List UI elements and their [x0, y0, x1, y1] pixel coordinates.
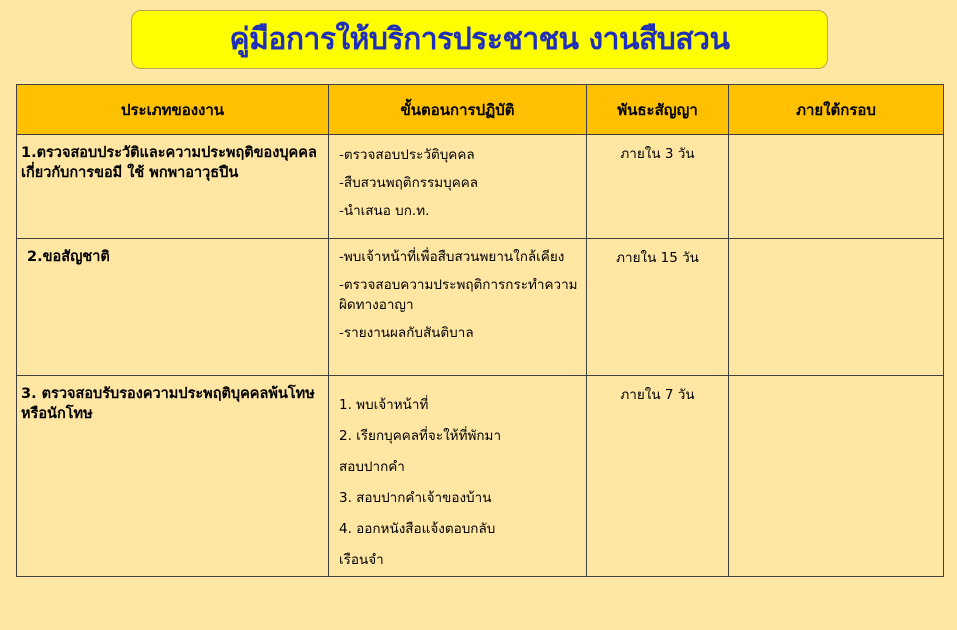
framework-cell [729, 135, 944, 239]
framework-cell [729, 239, 944, 376]
procedure-step: สอบปากคำ [339, 459, 405, 475]
table-header-row [17, 85, 944, 135]
procedure-step: 1. พบเจ้าหน้าที่ [339, 397, 429, 413]
header-framework: ภายใต้กรอบ [729, 85, 944, 135]
procedure-step: -พบเจ้าหน้าที่เพื่อสืบสวนพยานใกล้เคียง [339, 249, 565, 265]
procedure-step: 3. สอบปากคำเจ้าของบ้าน [339, 490, 492, 506]
procedure-step: -สืบสวนพฤติกรรมบุคคล [339, 175, 479, 191]
header-procedure: ขั้นตอนการปฏิบัติ [329, 85, 587, 135]
table-row [17, 376, 944, 577]
work-type-cell: 2.ขอสัญชาติ [17, 239, 329, 376]
header-commitment: พันธะสัญญา [587, 85, 729, 135]
framework-cell [729, 376, 944, 577]
commitment-cell: ภายใน 3 วัน [587, 135, 729, 239]
procedure-cell [329, 135, 587, 239]
procedure-step: -ตรวจสอบความประพฤติการกระทำความผิดทางอาญา [339, 277, 578, 313]
procedure-step: -นำเสนอ บก.ท. [339, 203, 430, 219]
table-row [17, 239, 944, 376]
work-type-cell: 3. ตรวจสอบรับรองความประพฤติบุคคลพ้นโทษหรือนักโทษ [17, 376, 329, 577]
table-row [17, 135, 944, 239]
commitment-cell: ภายใน 15 วัน [587, 239, 729, 376]
procedure-step: -รายงานผลกับสันติบาล [339, 325, 474, 341]
procedure-step: -ตรวจสอบประวัติบุคคล [339, 147, 475, 163]
page-title: คู่มือการให้บริการประชาชน งานสืบสวน [229, 22, 730, 57]
work-type-cell: 1.ตรวจสอบประวัติและความประพฤติของบุคคลเกี่ยวกับการขอมี ใช้ พกพาอาวุธปืน [17, 135, 329, 239]
service-manual-table [16, 84, 944, 577]
procedure-step: 4. ออกหนังสือแจ้งตอบกลับ [339, 521, 496, 537]
header-work-type: ประเภทของงาน [17, 85, 329, 135]
procedure-step: เรือนจำ [339, 552, 384, 568]
procedure-cell [329, 376, 587, 577]
commitment-cell: ภายใน 7 วัน [587, 376, 729, 577]
title-banner [131, 10, 828, 69]
procedure-step: 2. เรียกบุคคลที่จะให้ที่พักมา [339, 428, 502, 444]
procedure-cell [329, 239, 587, 376]
